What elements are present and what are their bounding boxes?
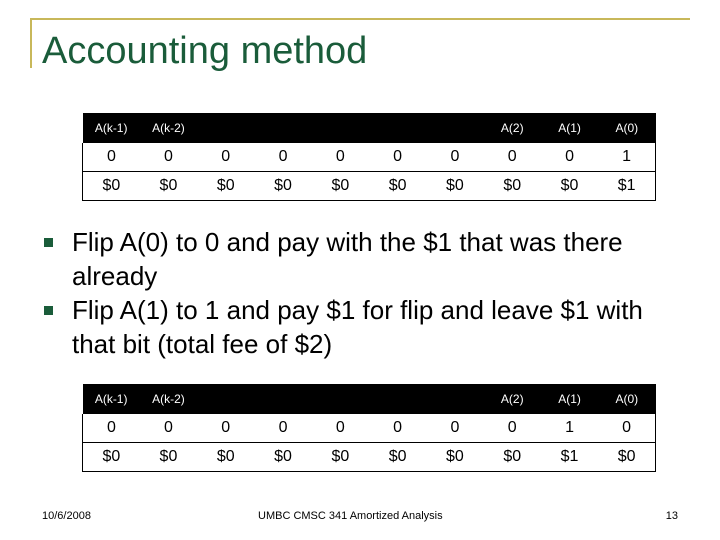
header-cell: A(k-2) (140, 384, 197, 414)
credit-cell: $0 (541, 172, 598, 201)
bit-cell: 0 (83, 414, 140, 443)
credit-cell: $0 (598, 443, 655, 472)
header-cell (426, 113, 483, 143)
bit-row (83, 414, 656, 443)
header-cell (254, 384, 311, 414)
bit-table-after (82, 384, 656, 472)
square-bullet-icon (44, 238, 53, 247)
header-cell (254, 113, 311, 143)
bit-cell: 0 (369, 143, 426, 172)
bit-cell: 0 (598, 414, 655, 443)
credit-cell: $0 (83, 172, 140, 201)
credit-cell: $0 (83, 443, 140, 472)
credit-cell: $1 (598, 172, 655, 201)
credit-cell: $0 (254, 172, 311, 201)
bullet-text: Flip A(1) to 1 and pay $1 for flip and leave $1 with that bit (total fee of $2) (72, 295, 643, 359)
header-cell: A(k-2) (140, 113, 197, 143)
title-frame-top (30, 18, 690, 20)
bit-cell: 0 (426, 414, 483, 443)
header-cell: A(k-1) (83, 384, 140, 414)
bit-cell: 0 (254, 414, 311, 443)
bit-cell: 0 (140, 143, 197, 172)
bit-cell: 0 (83, 143, 140, 172)
bit-cell: 0 (484, 414, 541, 443)
table-header-row (83, 113, 656, 143)
table-header-row (83, 384, 656, 414)
credit-cell: $0 (312, 443, 369, 472)
bit-cell: 1 (541, 414, 598, 443)
credit-row (83, 172, 656, 201)
header-cell: A(2) (484, 113, 541, 143)
bit-cell: 0 (312, 414, 369, 443)
header-cell (369, 113, 426, 143)
header-cell: A(0) (598, 113, 655, 143)
credit-cell: $0 (254, 443, 311, 472)
header-cell: A(1) (541, 384, 598, 414)
credit-cell: $1 (541, 443, 598, 472)
credit-cell: $0 (140, 172, 197, 201)
bit-table-before (82, 113, 656, 201)
header-cell: A(k-1) (83, 113, 140, 143)
header-cell: A(1) (541, 113, 598, 143)
bullet-list (42, 225, 682, 361)
header-cell (197, 113, 254, 143)
header-cell (369, 384, 426, 414)
credit-cell: $0 (369, 172, 426, 201)
footer-course-title: UMBC CMSC 341 Amortized Analysis (258, 510, 443, 522)
header-cell (426, 384, 483, 414)
credit-cell: $0 (312, 172, 369, 201)
bit-cell: 0 (254, 143, 311, 172)
credit-cell: $0 (426, 443, 483, 472)
credit-cell: $0 (197, 172, 254, 201)
header-cell (197, 384, 254, 414)
bullet-item (42, 293, 682, 361)
header-cell: A(2) (484, 384, 541, 414)
credit-cell: $0 (197, 443, 254, 472)
bit-cell: 0 (369, 414, 426, 443)
bit-cell: 1 (598, 143, 655, 172)
bullet-text: Flip A(0) to 0 and pay with the $1 that was there already (72, 227, 623, 291)
square-bullet-icon (44, 306, 53, 315)
header-cell (312, 384, 369, 414)
bit-cell: 0 (312, 143, 369, 172)
credit-cell: $0 (140, 443, 197, 472)
bit-cell: 0 (197, 143, 254, 172)
bit-row (83, 143, 656, 172)
header-cell: A(0) (598, 384, 655, 414)
bit-cell: 0 (426, 143, 483, 172)
bullet-item (42, 225, 682, 293)
bit-cell: 0 (140, 414, 197, 443)
slide-title: Accounting method (42, 30, 368, 72)
credit-cell: $0 (484, 172, 541, 201)
title-frame-left (30, 18, 32, 68)
credit-cell: $0 (369, 443, 426, 472)
footer-date: 10/6/2008 (42, 510, 91, 522)
credit-cell: $0 (426, 172, 483, 201)
page-number: 13 (665, 510, 678, 522)
bit-cell: 0 (541, 143, 598, 172)
credit-cell: $0 (484, 443, 541, 472)
bit-cell: 0 (484, 143, 541, 172)
credit-row (83, 443, 656, 472)
bit-cell: 0 (197, 414, 254, 443)
header-cell (312, 113, 369, 143)
